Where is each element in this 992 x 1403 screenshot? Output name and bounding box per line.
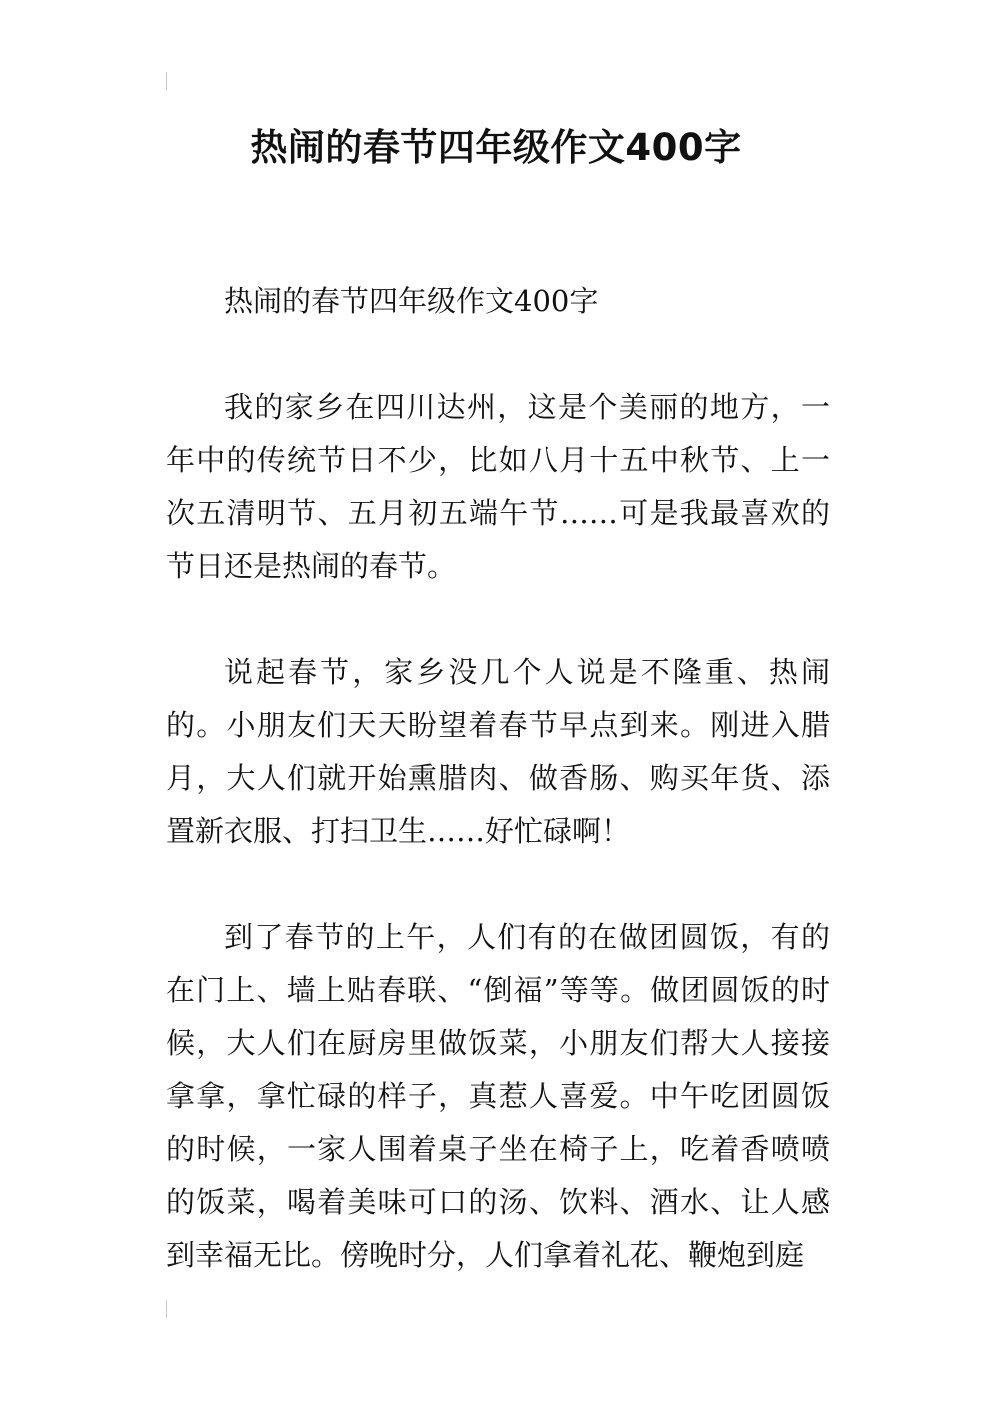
paragraph-3: 到了春节的上午，人们有的在做团圆饭，有的在门上、墙上贴春联、“倒福”等等。做团圆饭的时候，大人们在厨房里做饭菜，小朋友们帮大人接接拿拿，拿忙碌的样子，真惹人喜爱。中午吃团圆饭的时候，一家人围着桌子坐在椅子上，吃着香喷喷的饭菜，喝着美味可口的汤、饮料、酒水、让人感到幸福无比。傍晚时分，人们拿着礼花、鞭炮到庭	[166, 920, 830, 1272]
paragraph-2: 说起春节，家乡没几个人说是不隆重、热闹的。小朋友们天天盼望着春节早点到来。刚进入腊月，大人们就开始熏腊肉、做香肠、购买年货、添置新衣服、打扫卫生……好忙碌啊！	[166, 655, 830, 848]
top-margin-mark	[166, 72, 167, 90]
document-subtitle: 热闹的春节四年级作文400字	[224, 284, 599, 318]
document-title: 热闹的春节四年级作文400字	[250, 126, 742, 169]
document-body	[166, 275, 830, 1282]
paragraph-1: 我的家乡在四川达州，这是个美丽的地方，一年中的传统节日不少，比如八月十五中秋节、上一次五清明节、五月初五端午节……可是我最喜欢的节日还是热闹的春节。	[166, 390, 830, 583]
bottom-margin-mark	[166, 1300, 167, 1318]
